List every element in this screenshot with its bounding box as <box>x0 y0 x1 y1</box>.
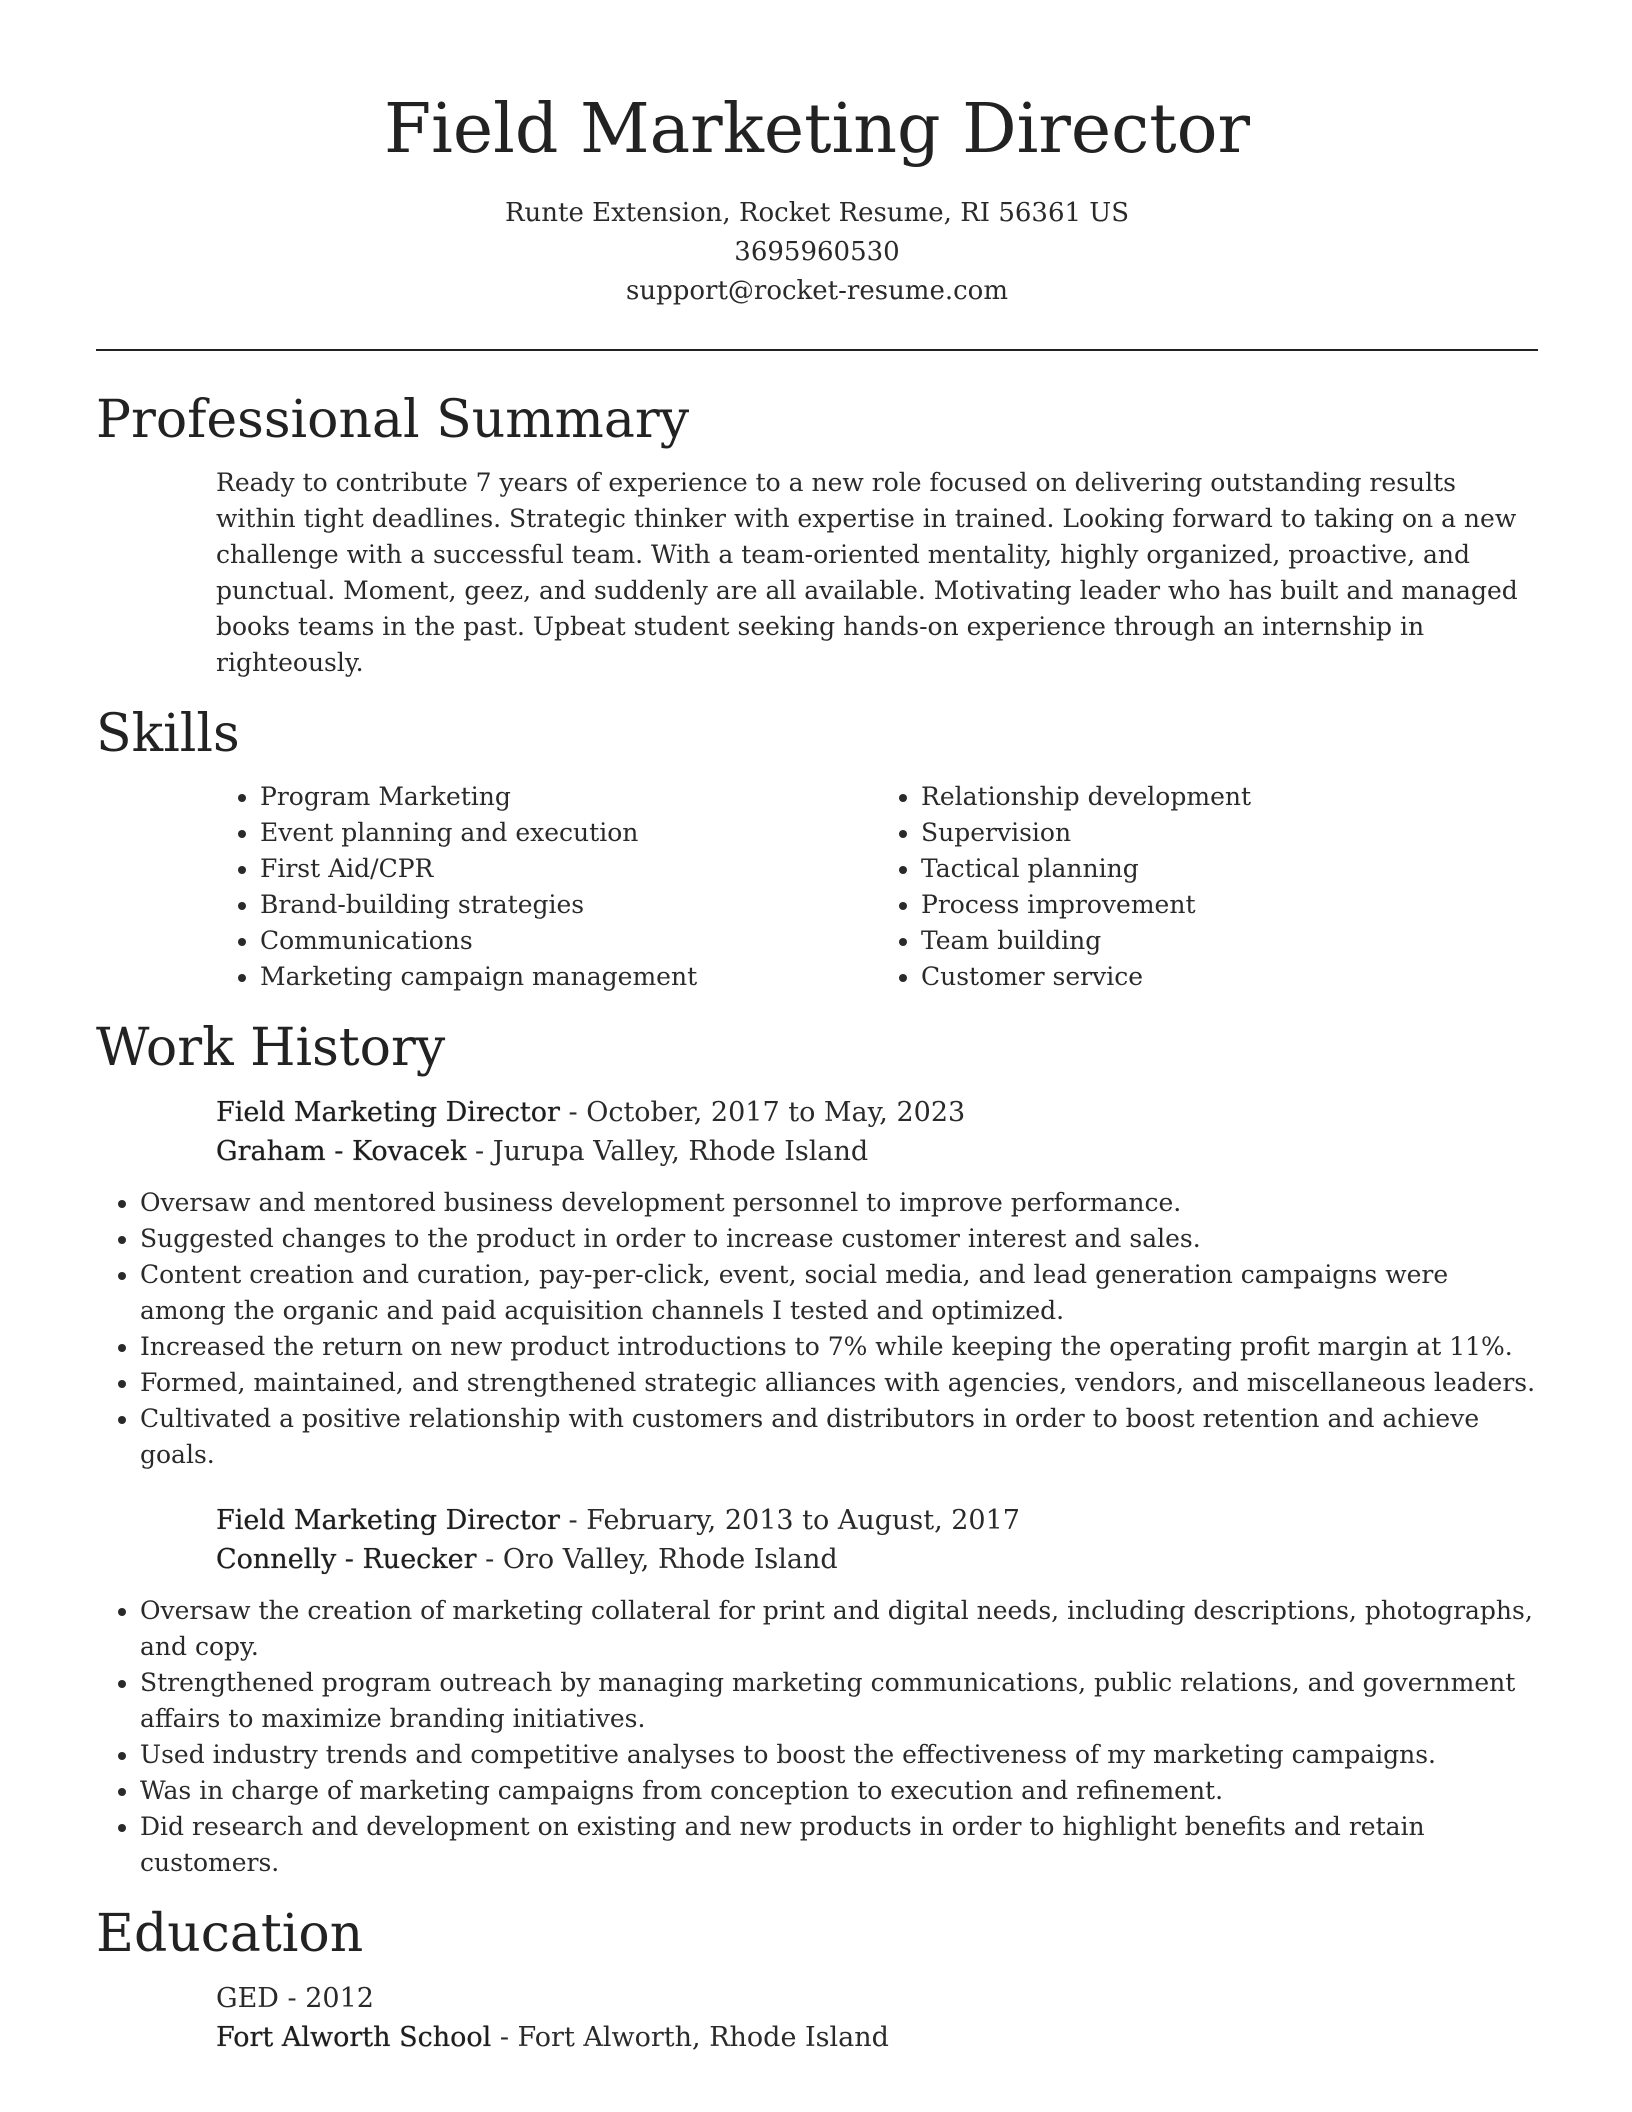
skill-item: • First Aid/CPR <box>260 851 877 887</box>
education-title: Education <box>96 1904 364 1964</box>
address: Runte Extension, Rocket Resume, RI 56361 US <box>504 198 1130 228</box>
skill-item: • Program Marketing <box>260 779 877 815</box>
job-bullet: • Was in charge of marketing campaigns from conception to execution and refinement. <box>140 1773 1538 1809</box>
skills-right-column <box>877 779 1538 995</box>
skills-left-column <box>216 779 877 995</box>
job-bullet: • Content creation and curation, pay-per-click, event, social media, and lead generation campaigns were among the organic and paid acquisition channels I tested and optimized. <box>140 1257 1538 1329</box>
job-title-line: Field Marketing Director - October, 2017 to May, 2023 <box>216 1097 966 1128</box>
education-degree: GED <box>216 1983 279 2014</box>
education-location: Fort Alworth, Rhode Island <box>517 2022 889 2053</box>
education-school: Fort Alworth School <box>216 2022 492 2053</box>
job-bullets <box>96 1593 1538 1881</box>
job-dates: October, 2017 to May, 2023 <box>586 1097 966 1128</box>
education-year: 2012 <box>305 1983 374 2014</box>
job-bullet: • Did research and development on existing and new products in order to highlight benefits and retain customers. <box>140 1809 1538 1881</box>
skill-item: • Supervision <box>921 815 1538 851</box>
job-bullet: • Suggested changes to the product in order to increase customer interest and sales. <box>140 1221 1538 1257</box>
job-bullet: • Formed, maintained, and strengthened strategic alliances with agencies, vendors, and miscellaneous leaders. <box>140 1365 1538 1401</box>
skill-item: • Customer service <box>921 959 1538 995</box>
job-entry <box>216 1093 1538 1171</box>
phone: 3695960530 <box>734 237 900 267</box>
skill-item: • Tactical planning <box>921 851 1538 887</box>
job-location: Oro Valley, Rhode Island <box>502 1544 838 1575</box>
summary-title: Professional Summary <box>96 390 690 450</box>
job-title-line: Field Marketing Director - February, 2013 to August, 2017 <box>216 1505 1020 1536</box>
job-bullet: • Strengthened program outreach by managing marketing communications, public relations, and government affairs to maximize branding initiatives. <box>140 1665 1538 1737</box>
skill-item: • Process improvement <box>921 887 1538 923</box>
skill-item: • Event planning and execution <box>260 815 877 851</box>
education-entry <box>216 1979 1538 2057</box>
skill-item: • Marketing campaign management <box>260 959 877 995</box>
skills-list <box>216 779 1538 995</box>
skills-title: Skills <box>96 704 240 764</box>
job-company-line: Connelly - Ruecker - Oro Valley, Rhode Island <box>216 1544 838 1575</box>
job-role: Field Marketing Director <box>216 1505 560 1536</box>
job-dates: February, 2013 to August, 2017 <box>586 1505 1020 1536</box>
job-company: Graham - Kovacek <box>216 1136 467 1167</box>
education-school-line: Fort Alworth School - Fort Alworth, Rhode Island <box>216 2022 889 2053</box>
skill-item: • Relationship development <box>921 779 1538 815</box>
job-bullet: • Oversaw the creation of marketing collateral for print and digital needs, including descriptions, photographs, and copy. <box>140 1593 1538 1665</box>
job-bullet: • Cultivated a positive relationship with customers and distributors in order to boost retention and achieve goals. <box>140 1401 1538 1473</box>
header-divider <box>96 349 1538 351</box>
job-bullets <box>96 1185 1538 1473</box>
resume-page <box>96 0 1538 2057</box>
email: support@rocket-resume.com <box>625 276 1008 306</box>
candidate-name: Field Marketing Director <box>383 90 1251 169</box>
job-company: Connelly - Ruecker <box>216 1544 477 1575</box>
job-bullet: • Increased the return on new product introductions to 7% while keeping the operating profit margin at 11%. <box>140 1329 1538 1365</box>
skill-item: • Brand-building strategies <box>260 887 877 923</box>
job-company-line: Graham - Kovacek - Jurupa Valley, Rhode Island <box>216 1136 869 1167</box>
job-location: Jurupa Valley, Rhode Island <box>492 1136 869 1167</box>
work-history-title: Work History <box>96 1018 446 1078</box>
job-entry <box>216 1501 1538 1579</box>
education-degree-line: GED - 2012 <box>216 1983 374 2014</box>
summary-text: Ready to contribute 7 years of experience to a new role focused on delivering outstanding results within tight deadlines. Strategic thinker with expertise in trained. Looking forward to taking on a new challenge with a successful team. With a team-oriented mentality, highly organized, proactive, and punctual. Moment, geez, and suddenly are all available. Motivating leader who has built and managed books teams in the past. Upbeat student seeking hands-on experience through an internship in righteously. <box>216 468 1518 677</box>
contact-block <box>96 194 1538 311</box>
skill-item: • Communications <box>260 923 877 959</box>
job-bullet: • Oversaw and mentored business development personnel to improve performance. <box>140 1185 1538 1221</box>
job-bullet: • Used industry trends and competitive analyses to boost the effectiveness of my marketing campaigns. <box>140 1737 1538 1773</box>
job-role: Field Marketing Director <box>216 1097 560 1128</box>
skill-item: • Team building <box>921 923 1538 959</box>
